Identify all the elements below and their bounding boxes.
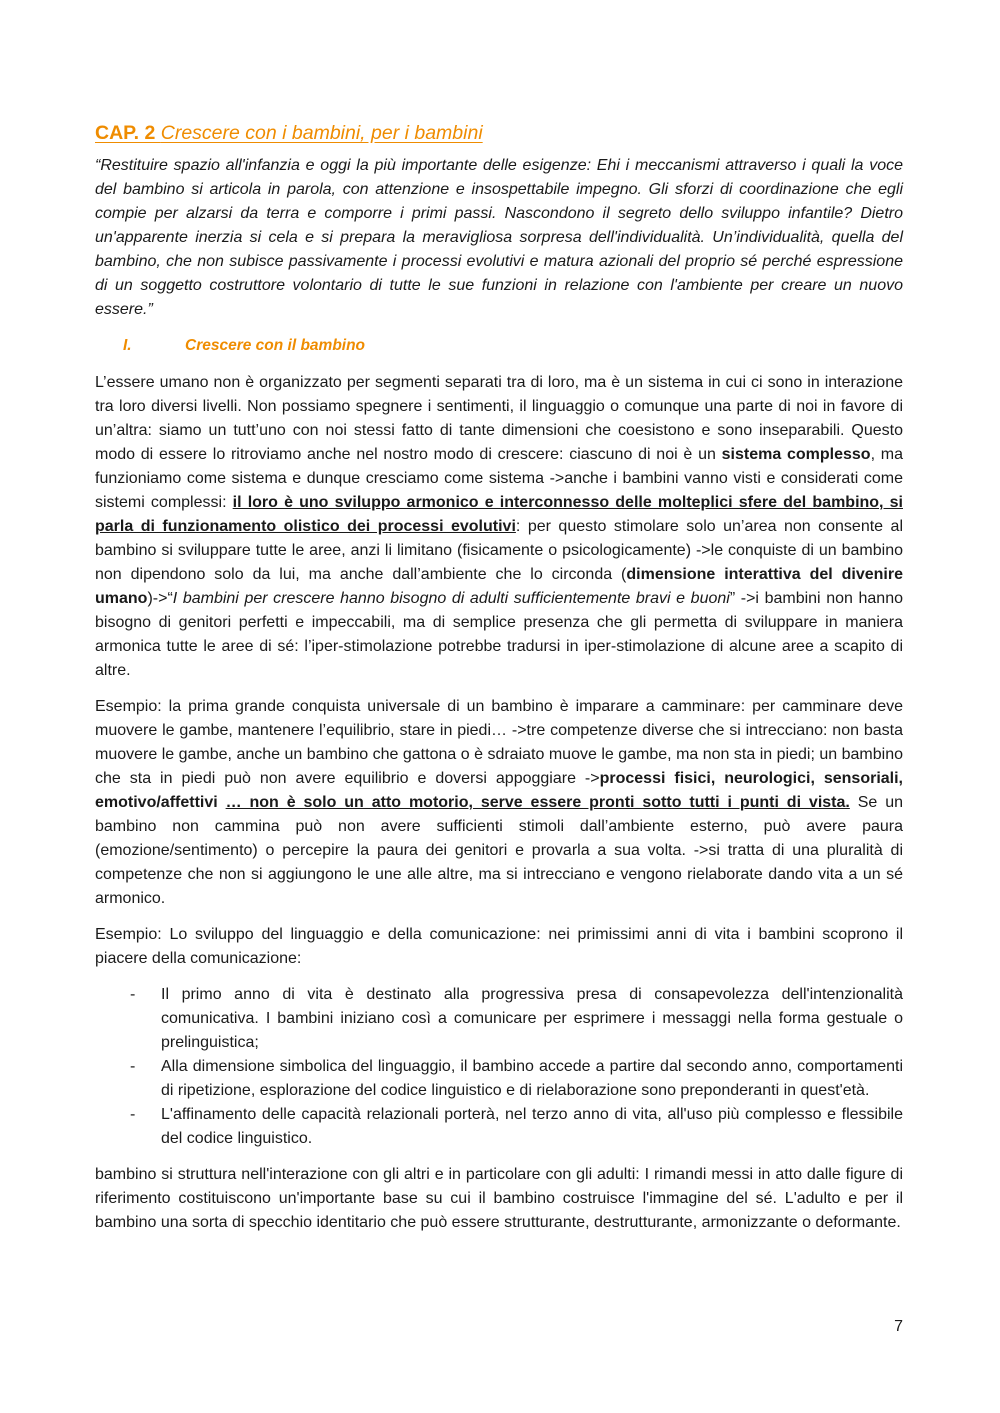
emphasis-text: il loro è uno sviluppo armonico e interconnesso delle molteplici sfere del bambino, si parla di funzionamento olistico dei processi evolutivi <box>95 494 903 535</box>
paragraph-text: : per questo stimolare solo un’area non consente al bambino si sviluppare tutte le aree, anzi li limitano (fisicamente o psicologicamente) ->le conquiste di un bambino non dipendono solo da lui, ma anche dall’ambiente che lo circonda ( <box>95 518 904 583</box>
paragraph-text: ” ->i bambini non hanno bisogno di genitori perfetti e impeccabili, ma di semplice presenza che gli permetta di sviluppare in maniera armonica tutte le aree di sé: l’iper-stimolazione potrebbe tradursi in iper-stimolazione di alcune aree a scapito di altre. <box>95 590 904 679</box>
list-dash: - <box>130 1106 136 1123</box>
paragraph-mirror: bambino si struttura nell'interazione con gli altri e in particolare con gli adulti: I rimandi messi in atto dalle figure di riferimento costituiscono un'importante base su cui il bambino costruisce l'immagine del sé. L'adulto e per il bambino una sorta di specchio identitario che può essere strutturante, destrutturante, armonizzante o deformante. <box>95 1166 903 1231</box>
bold-term: sistema complesso <box>721 446 871 463</box>
paragraph-text: Se un bambino non cammina può non avere sufficienti stimoli dall’ambiente esterno, può avere paura (emozione/sentimento) o percepire la paura dei genitori e provarla a sua volta. ->si tratta di una pluralità di competenze che non si aggiungono le une alle altre, ma si intrecciano e vengono rielaborate dando vita a un sé armonico. <box>95 794 904 907</box>
section-number: I. <box>123 337 132 354</box>
paragraph-systems <box>95 371 903 683</box>
section-heading <box>123 334 903 358</box>
bold-term: dimensione interattiva del divenire umano <box>95 566 904 607</box>
bold-term: processi fisici, neurologici, sensoriali, emotivo/affettivi <box>95 770 904 811</box>
chapter-title-text: Crescere con i bambini, per i bambini <box>160 122 483 144</box>
italic-quote: I bambini per crescere hanno bisogno di adulti sufficientemente bravi e buoni <box>172 590 730 607</box>
paragraph-text: )->“ <box>147 590 173 607</box>
document-page <box>95 120 903 1247</box>
page-number: 7 <box>894 1318 903 1335</box>
paragraph-text: L’essere umano non è organizzato per segmenti separati tra di loro, ma è un sistema in cui ci sono in interazione tra loro diversi livelli. Non possiamo spegnere i sentimenti, il linguaggio o comunque una parte di noi in favore di un’altra: siamo un tutt’uno con noi stessi fatto di tante dimensioni che coesistono e sono inseparabili. Questo modo di essere lo ritroviamo anche nel nostro modo di crescere: ciascuno di noi è un <box>95 374 903 463</box>
list-item-text: L'affinamento delle capacità relazionali porterà, nel terzo anno di vita, all'uso più complesso e flessibile del codice linguistico. <box>161 1106 903 1147</box>
paragraph-walking-example <box>95 695 903 911</box>
section-title: Crescere con il bambino <box>185 337 366 354</box>
list-dash: - <box>130 1058 136 1075</box>
paragraph-text: Esempio: la prima grande conquista universale di un bambino è imparare a camminare: per camminare deve muovere le gambe, mantenere l’equilibrio, stare in piedi… ->tre competenze diverse che si intrecciano: non basta muovere le gambe, anche un bambino che gattona o è sdraiato muove le gambe, ma non sta in piedi; un bambino che sta in piedi può non avere equilibrio e doversi appoggiare -> <box>95 698 903 787</box>
opening-quote: “Restituire spazio all'infanzia e oggi la più importante delle esigenze: Ehi i meccanismi attraverso i quali la voce del bambino si articola in parola, con attenzione e insospettabile impegno. Gli sforzi di coordinazione che egli compie per alzarsi da terra e comporre i primi passi. Nascondono il segreto dello sviluppo infantile? Dietro un'apparente inerzia si cela e si prepara la meravigliosa sorpresa dell'individualità. Un’individualità, quella del bambino, che non subisce passivamente i processi evolutivi e matura azionali del proprio sé perché espressione di un soggetto costruttore volontario di tutte le sue funzioni in relazione con l'ambiente per creare un nuovo essere.” <box>95 157 903 318</box>
list-item-text: Alla dimensione simbolica del linguaggio, il bambino accede a partire dal secondo anno, comportamenti di ripetizione, esplorazione del codice linguistico e di rielaborazione sono preponderanti in quest'età. <box>161 1058 903 1099</box>
chapter-prefix: CAP. 2 <box>95 122 161 144</box>
paragraph-text: , ma funzioniamo come sistema e dunque cresciamo come sistema ->anche i bambini vanno visti e considerati come sistemi complessi: <box>95 446 903 511</box>
emphasis-text: … non è solo un atto motorio, serve essere pronti sotto tutti i punti di vista. <box>225 794 850 811</box>
list-dash: - <box>130 986 136 1003</box>
list-item <box>95 1103 903 1151</box>
paragraph-language-example: Esempio: Lo sviluppo del linguaggio e della comunicazione: nei primissimi anni di vita i bambini scoprono il piacere della comunicazione: <box>95 926 903 967</box>
bullet-list <box>95 983 903 1151</box>
list-item-text: Il primo anno di vita è destinato alla progressiva presa di consapevolezza dell'intenzionalità comunicativa. I bambini iniziano così a comunicare per esprimere i messaggi nella forma gestuale o prelinguistica; <box>161 986 903 1051</box>
list-item <box>95 1055 903 1103</box>
list-item <box>95 983 903 1055</box>
chapter-title <box>95 120 903 146</box>
